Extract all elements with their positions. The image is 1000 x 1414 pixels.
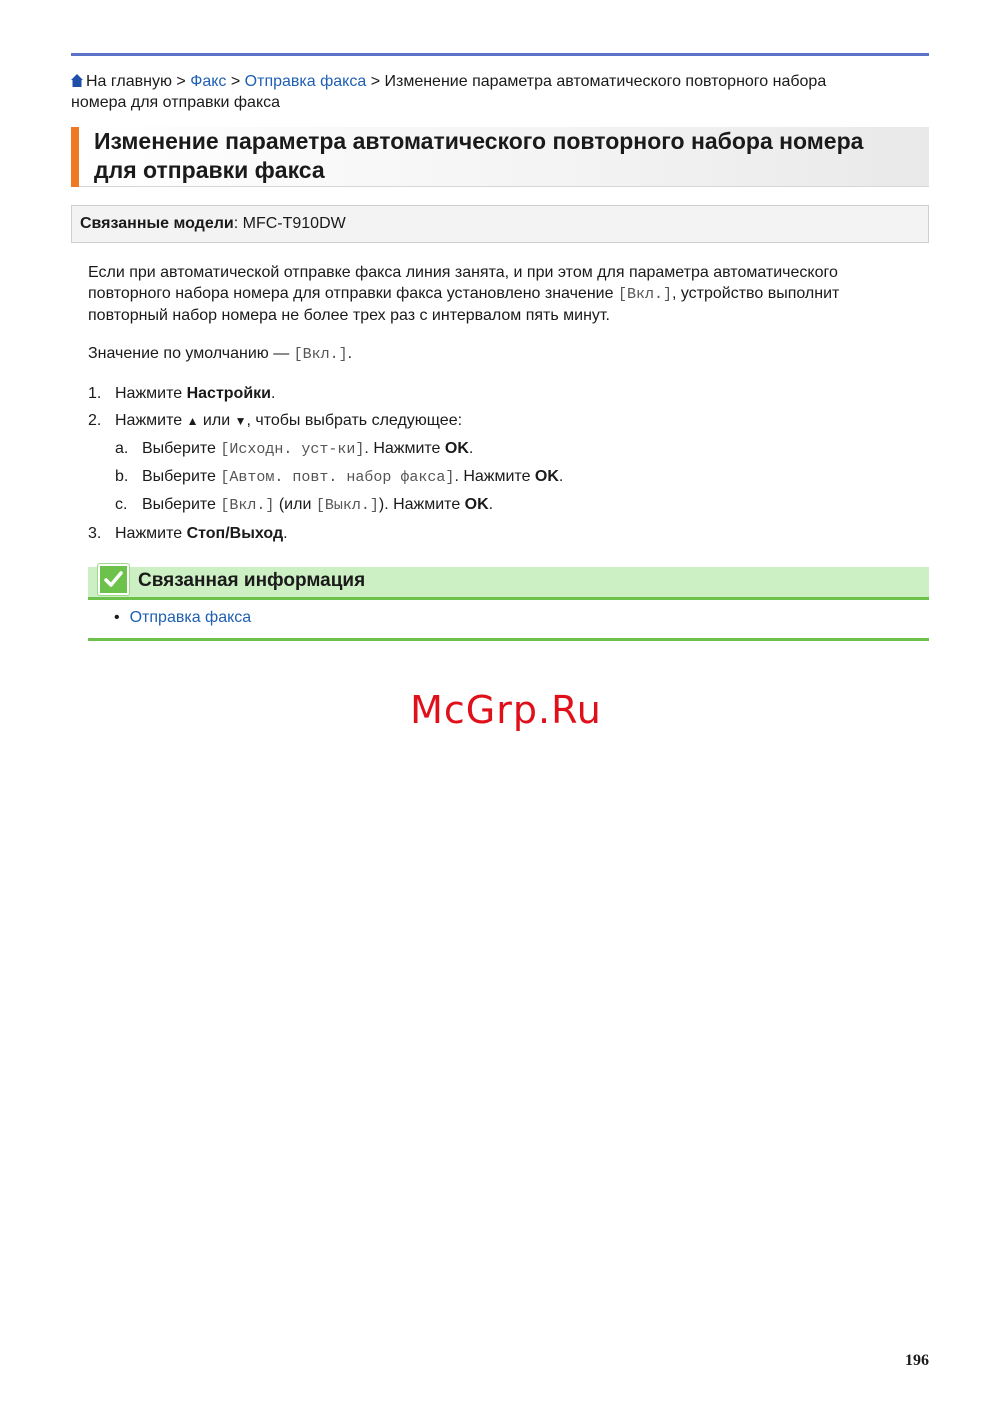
substep-text-mid: . Нажмите (364, 440, 445, 457)
related-models-box (71, 205, 929, 243)
step-button-name: Настройки (186, 385, 272, 402)
breadcrumb-separator: > (171, 73, 191, 90)
breadcrumb-separator: > (226, 73, 245, 90)
page-title (94, 127, 924, 185)
intro-line2-post: , устройство выполнит (671, 285, 840, 302)
related-info-title: Связанная информация (138, 570, 366, 591)
step-number: 3. (88, 525, 102, 542)
page-title-line2: для отправки факса (94, 157, 325, 183)
step-text-mid: или (198, 412, 235, 429)
breadcrumb-send-fax-link[interactable]: Отправка факса (244, 73, 367, 90)
related-send-fax-link[interactable]: Отправка факса (129, 609, 252, 626)
title-accent-bar (71, 127, 79, 187)
related-models-value: MFC-T910DW (242, 215, 346, 232)
page-title-line1: Изменение параметра автоматического повторного набора номера (94, 128, 864, 154)
substep-letter: b. (115, 468, 129, 485)
substep-text: Выберите (142, 440, 221, 457)
step-text-end: , чтобы выбрать следующее: (246, 412, 463, 429)
substep-text: Выберите (142, 496, 221, 513)
step-text-end: . (283, 525, 288, 542)
up-arrow-icon: ▲ (186, 414, 199, 428)
default-paragraph (88, 343, 908, 365)
step-number: 1. (88, 385, 102, 402)
substep-text-end: . (488, 496, 494, 513)
substep-ok: OK (444, 440, 469, 457)
substep-code-alt: [Выкл.] (315, 497, 379, 514)
substep-text-end: . (468, 440, 474, 457)
intro-line3: повторный набор номера не более трех раз с интервалом пять минут. (88, 307, 610, 324)
step-text: Нажмите (115, 385, 187, 402)
step-button-name: Стоп/Выход (186, 525, 284, 542)
breadcrumb-current-cont: номера для отправки факса (71, 94, 281, 111)
intro-line2-pre: повторного набора номера для отправки факса установлено значение (88, 285, 618, 302)
related-bottom-rule (88, 638, 929, 641)
breadcrumb-home[interactable]: На главную (86, 73, 172, 90)
step-text-end: . (271, 385, 276, 402)
breadcrumb (71, 71, 929, 113)
intro-paragraph (88, 262, 908, 326)
substep-text-end: . (558, 468, 564, 485)
checkmark-icon (98, 564, 129, 595)
intro-line1: Если при автоматической отправке факса линия занята, и при этом для параметра автоматического (88, 264, 838, 281)
substep-text-mid1: (или (274, 496, 316, 513)
bullet: • (114, 609, 120, 626)
step-number: 2. (88, 412, 102, 429)
substep-text: Выберите (142, 468, 221, 485)
watermark: McGrp.Ru (410, 688, 602, 732)
down-arrow-icon: ▼ (234, 414, 247, 428)
breadcrumb-current: Изменение параметра автоматического повторного набора (384, 73, 827, 90)
substep-ok: OK (534, 468, 559, 485)
substep-letter: a. (115, 440, 129, 457)
substep-code: [Исходн. уст-ки] (220, 441, 365, 458)
intro-line2-code: [Вкл.] (617, 286, 672, 303)
breadcrumb-separator: > (366, 73, 385, 90)
home-icon[interactable] (71, 74, 83, 87)
step-text: Нажмите (115, 412, 187, 429)
default-text: Значение по умолчанию — (88, 345, 294, 362)
page-number: 196 (905, 1352, 929, 1369)
substep-letter: c. (115, 496, 128, 513)
substep-text-mid: ). Нажмите (378, 496, 465, 513)
top-rule (71, 53, 929, 56)
title-box (71, 127, 929, 187)
related-models-label: Связанные модели (80, 215, 234, 232)
default-end: . (347, 345, 353, 362)
breadcrumb-fax-link[interactable]: Факс (190, 73, 227, 90)
substep-code: [Автом. повт. набор факса] (220, 469, 455, 486)
substep-text-mid: . Нажмите (454, 468, 535, 485)
related-info-item (114, 609, 251, 627)
step-text: Нажмите (115, 525, 187, 542)
substep-ok: OK (464, 496, 489, 513)
default-code: [Вкл.] (293, 346, 348, 363)
related-models-separator: : (233, 215, 243, 232)
related-info-header (88, 567, 929, 600)
substep-code: [Вкл.] (220, 497, 275, 514)
